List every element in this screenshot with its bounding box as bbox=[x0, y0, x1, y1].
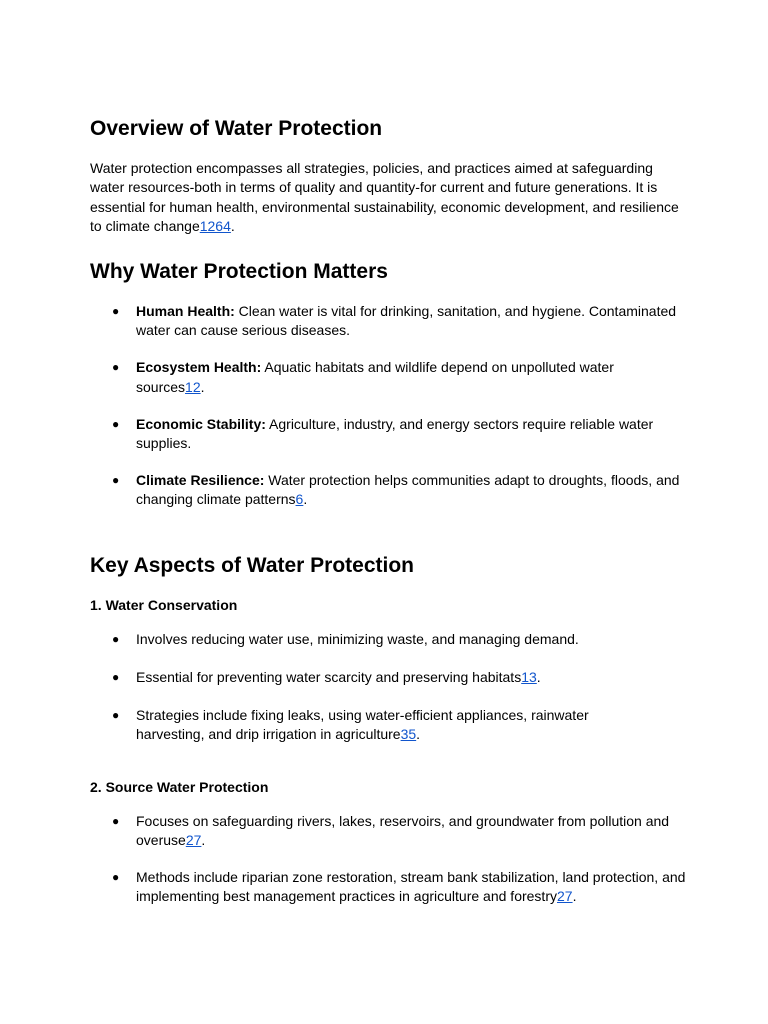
subheading-source-protection: 2. Source Water Protection bbox=[90, 779, 269, 795]
heading-key-aspects: Key Aspects of Water Protection bbox=[90, 554, 415, 577]
conservation-list bbox=[90, 630, 690, 763]
source-protection-list bbox=[90, 812, 690, 924]
bullet-icon: ● bbox=[112, 669, 120, 684]
item-label: Ecosystem Health: bbox=[136, 359, 262, 376]
item-label: Human Health: bbox=[136, 303, 235, 319]
list-item: ● Essential for preventing water scarcity and preserving habitats13. bbox=[90, 668, 690, 687]
list-item: ● Focuses on safeguarding rivers, lakes, reservoirs, and groundwater from pollution and overuse27. bbox=[112, 813, 670, 849]
subheading-conservation: 1. Water Conservation bbox=[90, 597, 238, 613]
list-item: ● Methods include riparian zone restoration, stream bank stabilization, land protection, and implementing best management practices in agriculture and forestry27. bbox=[112, 869, 686, 905]
heading-overview: Overview of Water Protection bbox=[90, 117, 383, 140]
citation-link[interactable]: 27 bbox=[185, 832, 202, 849]
bullet-icon: ● bbox=[112, 416, 120, 431]
bullet-icon: ● bbox=[112, 632, 120, 646]
overview-text: Water protection encompasses all strategies, policies, and practices aimed at safeguarding water resources-both in terms of quality and quantity-for current and future generations. It is essential for human health, environmental sustainability, economic development, and resilience to climate change bbox=[90, 160, 679, 234]
item-label: Climate Resilience: bbox=[136, 471, 265, 488]
citation-link[interactable]: 13 bbox=[521, 668, 537, 685]
overview-paragraph: Water protection encompasses all strategies, policies, and practices aimed at safeguarding water resources-both in terms of quality and quantity-for current and future generations. It is essential for human health, environmental sustainability, economic development, and resilience to climate change1264. bbox=[90, 160, 679, 234]
bullet-icon: ● bbox=[112, 814, 120, 828]
citation-link[interactable]: 27 bbox=[556, 888, 573, 905]
list-item: ● Economic Stability: Agriculture, industry, and energy sectors require reliable water supplies. bbox=[112, 415, 654, 451]
list-item: ● Involves reducing water use, minimizing waste, and managing demand. bbox=[90, 630, 690, 649]
citation-link[interactable]: 1264 bbox=[199, 217, 231, 234]
heading-why: Why Water Protection Matters bbox=[90, 260, 388, 283]
list-item: ● Climate Resilience: Water protection helps communities adapt to droughts, floods, and changing climate patterns6. bbox=[112, 471, 680, 508]
bullet-icon: ● bbox=[112, 304, 120, 318]
citation-link[interactable]: 6 bbox=[295, 491, 304, 508]
list-item: ● Ecosystem Health: Aquatic habitats and wildlife depend on unpolluted water sources12. bbox=[112, 359, 614, 395]
bullet-icon: ● bbox=[112, 360, 120, 375]
why-list bbox=[90, 302, 690, 527]
citation-link[interactable]: 35 bbox=[400, 725, 417, 742]
bullet-icon: ● bbox=[112, 870, 120, 885]
bullet-icon: ● bbox=[112, 472, 120, 487]
list-item: ● Human Health: Clean water is vital for drinking, sanitation, and hygiene. Contaminated water can cause serious diseases. bbox=[112, 303, 677, 339]
item-label: Economic Stability: bbox=[136, 415, 266, 432]
bullet-icon: ● bbox=[112, 707, 120, 722]
citation-link[interactable]: 12 bbox=[185, 378, 201, 395]
list-item: ● Strategies include fixing leaks, using water-efficient appliances, rainwater harvesting, and drip irrigation in agriculture35. bbox=[112, 706, 589, 742]
